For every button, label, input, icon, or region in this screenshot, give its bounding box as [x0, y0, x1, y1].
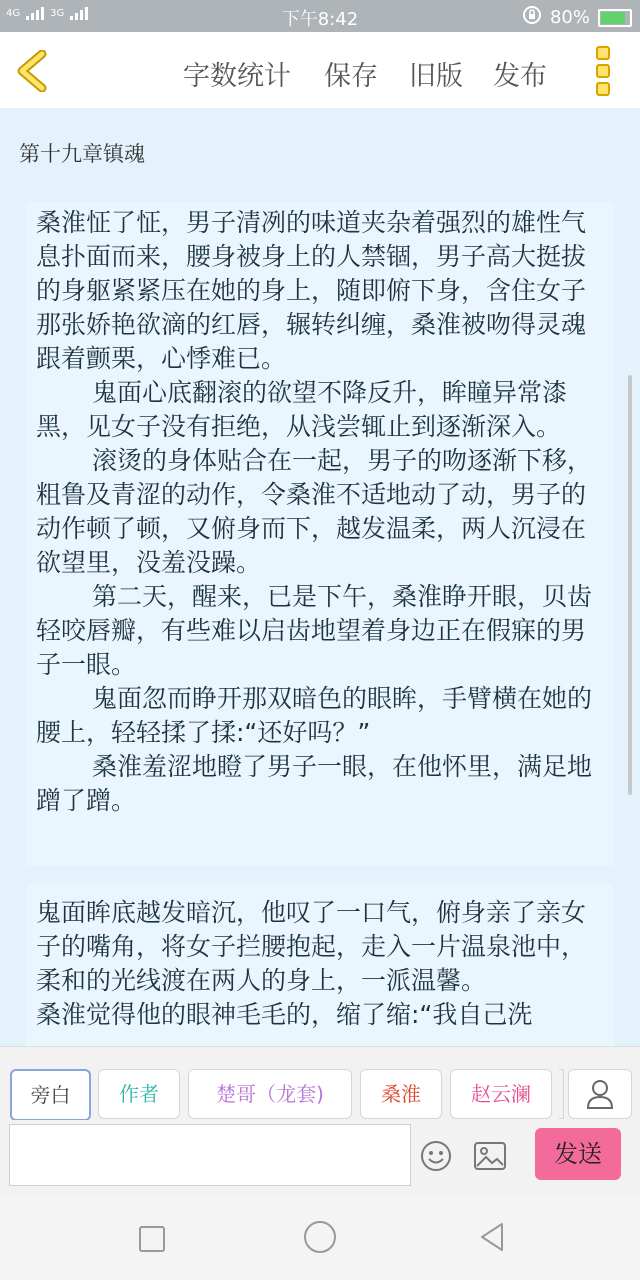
battery-icon	[598, 9, 632, 27]
input-bar	[0, 1120, 640, 1196]
status-bar	[0, 0, 640, 32]
role-label: 桑淮	[381, 1082, 421, 1106]
paragraph: 桑淮羞涩地瞪了男子一眼，在他怀里，满足地蹭了蹭。	[36, 752, 593, 815]
chapter-title: 第十九章镇魂	[19, 142, 145, 166]
emoji-button[interactable]	[420, 1140, 452, 1172]
system-nav-bar	[0, 1196, 640, 1280]
role-label: 作者	[119, 1082, 159, 1106]
lock-rotation-icon	[522, 5, 542, 30]
paragraph: 鬼面眸底越发暗沉，他叹了一口气，俯身亲了亲女子的嘴角，将女子拦腰抱起，走入一片温泉池中，柔和的光线渡在两人的身上，一派温馨。	[36, 898, 587, 995]
role-label: 旁白	[30, 1083, 71, 1107]
chevron-left-icon	[14, 50, 50, 92]
text-block[interactable]	[26, 884, 614, 1046]
role-zhaoyunlan[interactable]	[450, 1069, 552, 1119]
old-version-button[interactable]: 旧版	[409, 61, 463, 92]
network-label-2: 3G	[50, 7, 65, 19]
editor-toolbar	[0, 32, 640, 108]
role-narrator[interactable]	[10, 1069, 91, 1121]
image-button[interactable]	[474, 1142, 506, 1170]
back-button[interactable]	[14, 50, 50, 92]
word-count-button[interactable]: 字数统计	[183, 61, 291, 92]
save-button[interactable]: 保存	[324, 61, 378, 92]
message-input[interactable]	[9, 1124, 411, 1186]
paragraph: 第二天，醒来，已是下午，桑淮睁开眼，贝齿轻咬唇瓣，有些难以启齿地望着身边正在假寐的男子一眼。	[36, 582, 593, 679]
paragraph: 桑淮怔了怔，男子清冽的味道夹杂着强烈的雄性气息扑面而来，腰身被身上的人禁锢，男子高大挺拔的身躯紧紧压在她的身上，随即俯下身，含住女子那张娇艳欲滴的红唇，辗转纠缠，桑淮被吻得灵魂跟着颤栗，心悸难已。	[36, 208, 587, 373]
status-right	[522, 5, 632, 30]
clock: 下午8:42	[281, 9, 359, 30]
paragraph: 桑淮觉得他的眼神毛毛的，缩了缩:“我自己洗	[36, 1000, 533, 1029]
role-label: 楚哥（龙套)	[216, 1082, 324, 1106]
battery-percent: 80%	[549, 7, 590, 28]
send-button[interactable]: 发送	[535, 1128, 621, 1180]
scrollbar[interactable]	[628, 375, 632, 795]
more-vertical-icon[interactable]	[596, 46, 612, 96]
role-chuge[interactable]	[188, 1069, 352, 1119]
publish-button[interactable]: 发布	[493, 61, 547, 92]
user-button[interactable]	[568, 1069, 632, 1119]
paragraph: 滚烫的身体贴合在一起，男子的吻逐渐下移，粗鲁及青涩的动作，令桑淮不适地动了动，男子的动作顿了顿，又俯身而下，越发温柔，两人沉浸在欲望里，没羞没躁。	[36, 446, 593, 577]
role-label: 赵云澜	[471, 1082, 531, 1106]
role-sanghuai[interactable]	[360, 1069, 442, 1119]
chapter-content[interactable]	[0, 108, 640, 1046]
text-block[interactable]	[26, 202, 614, 866]
role-selector	[0, 1046, 640, 1121]
paragraph: 鬼面忽而睁开那双暗色的眼眸，手臂横在她的腰上，轻轻揉了揉:“还好吗？”	[36, 684, 593, 747]
paragraph: 鬼面心底翻滚的欲望不降反升，眸瞳异常漆黑，见女子没有拒绝，从浅尝辄止到逐渐深入。	[36, 378, 568, 441]
emoji-icon	[420, 1140, 452, 1172]
network-label-1: 4G	[6, 7, 21, 19]
recent-apps-icon[interactable]	[139, 1226, 165, 1252]
role-author[interactable]	[98, 1069, 180, 1119]
user-icon	[569, 1070, 631, 1118]
back-triangle-icon[interactable]	[478, 1221, 506, 1253]
home-icon[interactable]	[304, 1221, 336, 1253]
image-icon	[474, 1142, 506, 1170]
role-overflow[interactable]	[559, 1069, 564, 1119]
